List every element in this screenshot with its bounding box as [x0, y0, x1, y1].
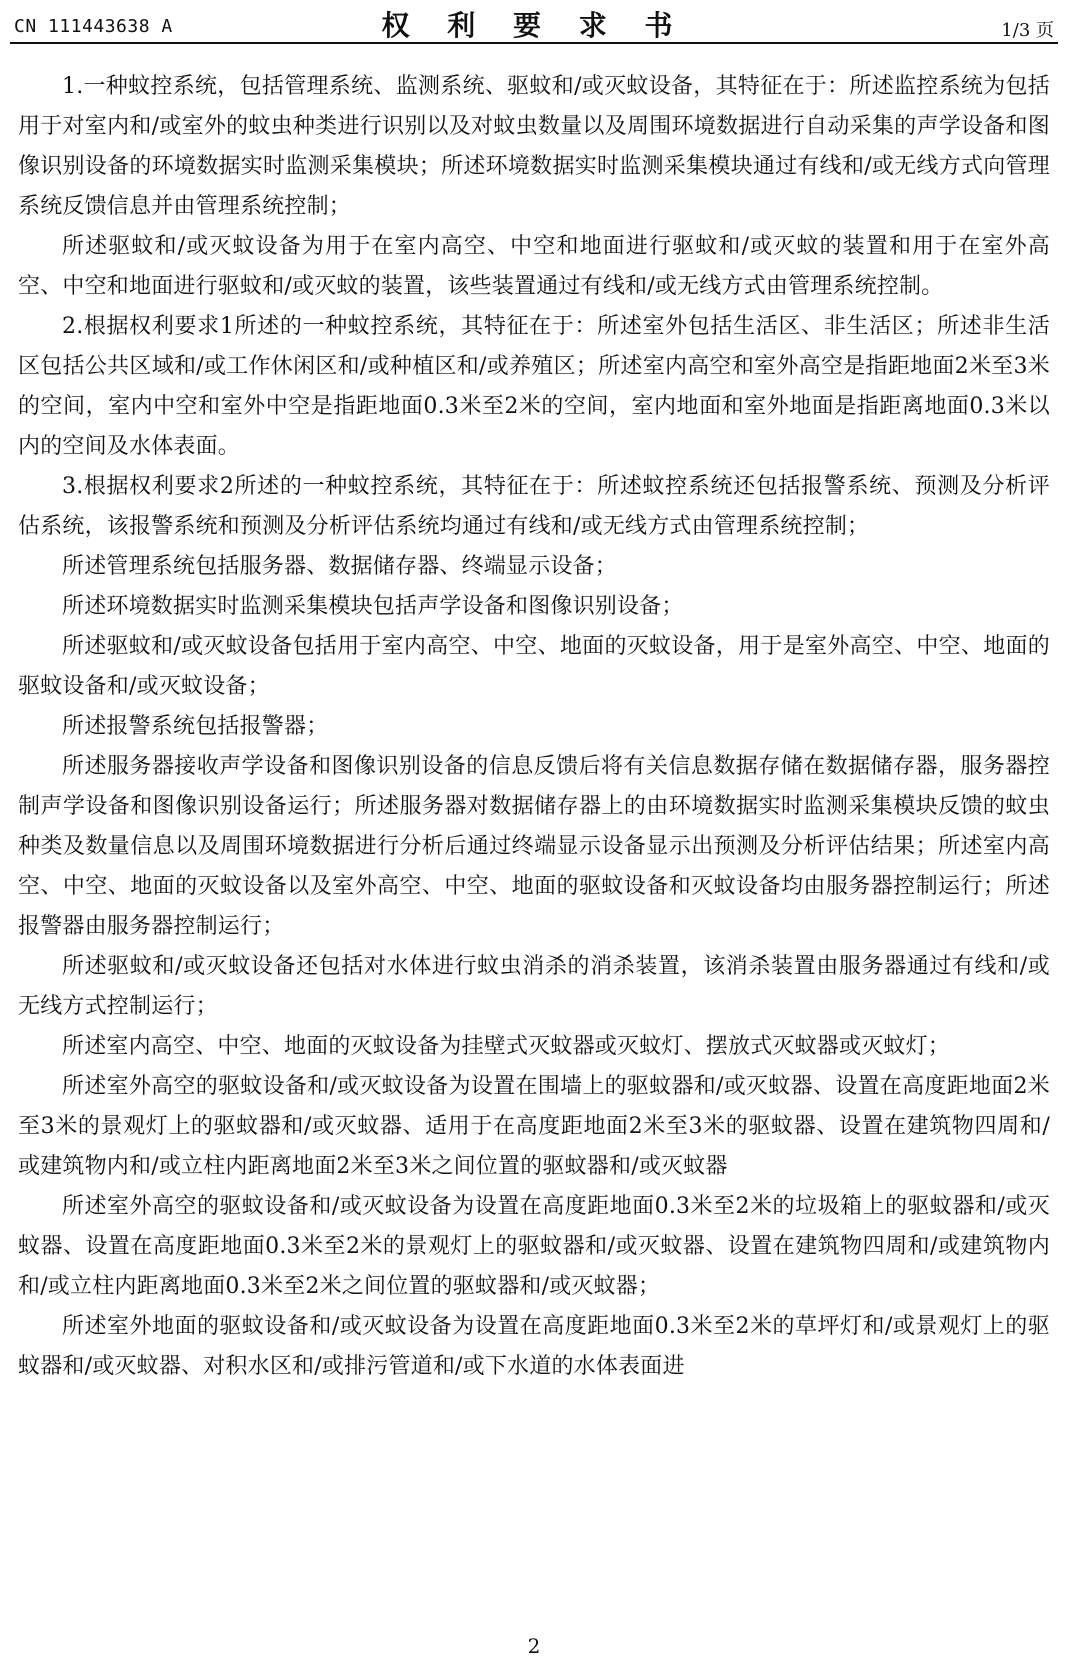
- publication-number: CN 111443638 A: [14, 16, 173, 37]
- claim-paragraph: 所述室外高空的驱蚊设备和/或灭蚊设备为设置在围墙上的驱蚊器和/或灭蚊器、设置在高度距地面2米至3米的景观灯上的驱蚊器和/或灭蚊器、适用于在高度距地面2米至3米的驱蚊器、设置在建筑物四周和/或建筑物内和/或立柱内距离地面2米至3米之间位置的驱蚊器和/或灭蚊器: [18, 1074, 1050, 1179]
- claim-paragraph: 1.一种蚊控系统，包括管理系统、监测系统、驱蚊和/或灭蚊设备，其特征在于：所述监控系统为包括用于对室内和/或室外的蚊虫种类进行识别以及对蚊虫数量以及周围环境数据进行自动采集的声学设备和图像识别设备的环境数据实时监测采集模块；所述环境数据实时监测采集模块通过有线和/或无线方式向管理系统反馈信息并由管理系统控制；: [18, 74, 1050, 219]
- claim-paragraph: 所述驱蚊和/或灭蚊设备包括用于室内高空、中空、地面的灭蚊设备，用于是室外高空、中空、地面的驱蚊设备和/或灭蚊设备；: [18, 634, 1050, 699]
- document-title: 权 利 要 求 书: [381, 9, 687, 42]
- claims-body: [18, 67, 1050, 1387]
- claim-paragraph: 所述报警系统包括报警器；: [62, 714, 329, 739]
- claim-paragraph: 3.根据权利要求2所述的一种蚊控系统，其特征在于：所述蚊控系统还包括报警系统、预测及分析评估系统，该报警系统和预测及分析评估系统均通过有线和/或无线方式由管理系统控制；: [18, 474, 1050, 539]
- page-number: 2: [527, 1634, 541, 1658]
- claim-paragraph: 所述环境数据实时监测采集模块包括声学设备和图像识别设备；: [62, 594, 684, 619]
- claim-paragraph: 所述室外地面的驱蚊设备和/或灭蚊设备为设置在高度距地面0.3米至2米的草坪灯和/或景观灯上的驱蚊器和/或灭蚊器、对积水区和/或排污管道和/或下水道的水体表面进: [18, 1314, 1050, 1379]
- claim-paragraph: 所述驱蚊和/或灭蚊设备为用于在室内高空、中空和地面进行驱蚊和/或灭蚊的装置和用于在室外高空、中空和地面进行驱蚊和/或灭蚊的装置，该些装置通过有线和/或无线方式由管理系统控制。: [18, 234, 1050, 299]
- claim-paragraph: 所述室内高空、中空、地面的灭蚊设备为挂壁式灭蚊器或灭蚊灯、摆放式灭蚊器或灭蚊灯；: [62, 1034, 951, 1059]
- claim-paragraph: 2.根据权利要求1所述的一种蚊控系统，其特征在于：所述室外包括生活区、非生活区；所述非生活区包括公共区域和/或工作休闲区和/或种植区和/或养殖区；所述室内高空和室外高空是指距地面2米至3米的空间，室内中空和室外中空是指距地面0.3米至2米的空间，室内地面和室外地面是指距离地面0.3米以内的空间及水体表面。: [18, 314, 1050, 459]
- page-header: [0, 0, 1068, 44]
- claim-paragraph: 所述服务器接收声学设备和图像识别设备的信息反馈后将有关信息数据存储在数据储存器，服务器控制声学设备和图像识别设备运行；所述服务器对数据储存器上的由环境数据实时监测采集模块反馈的蚊虫种类及数量信息以及周围环境数据进行分析后通过终端显示设备显示出预测及分析评估结果；所述室内高空、中空、地面的灭蚊设备以及室外高空、中空、地面的驱蚊设备和灭蚊设备均由服务器控制运行；所述报警器由服务器控制运行；: [18, 754, 1050, 939]
- claim-paragraph: 所述管理系统包括服务器、数据储存器、终端显示设备；: [62, 554, 618, 579]
- claim-paragraph: 所述室外高空的驱蚊设备和/或灭蚊设备为设置在高度距地面0.3米至2米的垃圾箱上的驱蚊器和/或灭蚊器、设置在高度距地面0.3米至2米的景观灯上的驱蚊器和/或灭蚊器、设置在建筑物四周和/或建筑物内和/或立柱内距离地面0.3米至2米之间位置的驱蚊器和/或灭蚊器；: [18, 1194, 1050, 1299]
- claim-paragraph: 所述驱蚊和/或灭蚊设备还包括对水体进行蚊虫消杀的消杀装置，该消杀装置由服务器通过有线和/或无线方式控制运行；: [18, 954, 1050, 1019]
- header-divider: [10, 42, 1058, 44]
- page-count: 1/3 页: [1001, 20, 1054, 41]
